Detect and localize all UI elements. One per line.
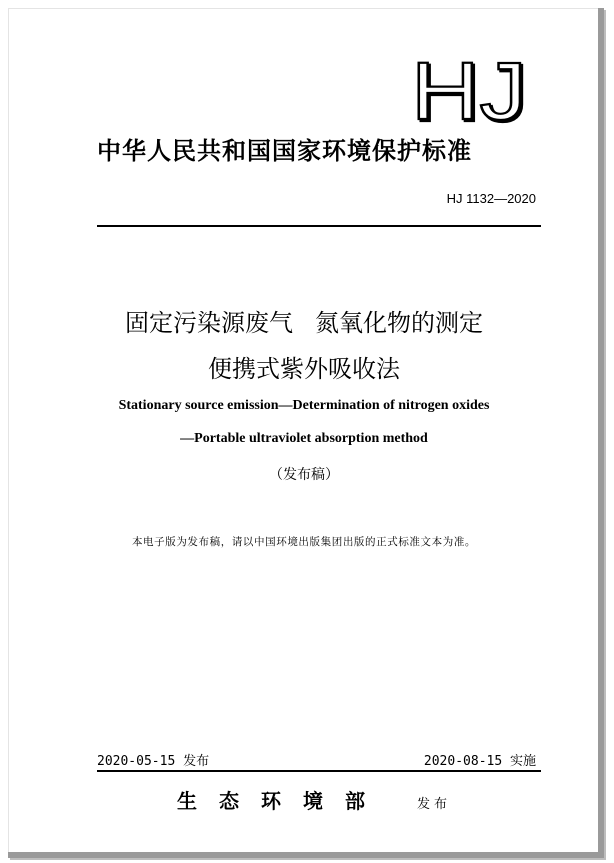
title-cn-line2: 便携式紫外吸收法 [208, 355, 400, 383]
issuer-suffix: 发布 [417, 797, 452, 812]
organization-title: 中华人民共和国国家环境保护标准 [97, 137, 472, 165]
draft-status: （发布稿） [269, 467, 339, 483]
issuing-ministry: 生态环境部 [177, 789, 387, 813]
implementation-date: 2020-08-15 实施 [423, 754, 536, 769]
hj-logo [409, 53, 531, 125]
title-cn-line1 [49, 303, 559, 338]
page-content [8, 8, 598, 852]
title-cn-line1-part2: 氮氧化物的测定 [315, 309, 483, 337]
title-en-line2: —Portable ultraviolet absorption method [180, 431, 428, 446]
footer-divider [97, 770, 541, 772]
header-divider [97, 225, 541, 227]
title-en-line1: Stationary source emission—Determination of nitrogen oxides [118, 398, 490, 413]
issue-date: 2020-05-15 发布 [97, 754, 210, 769]
document-page [8, 8, 604, 858]
standard-number: HJ 1132—2020 [446, 191, 536, 206]
title-cn-line1-part1: 固定污染源废气 [125, 309, 293, 337]
hj-logo-text: HJ [411, 53, 527, 125]
electronic-version-notice: 本电子版为发布稿，请以中国环境出版集团出版的正式标准文本为准。 [131, 536, 477, 548]
